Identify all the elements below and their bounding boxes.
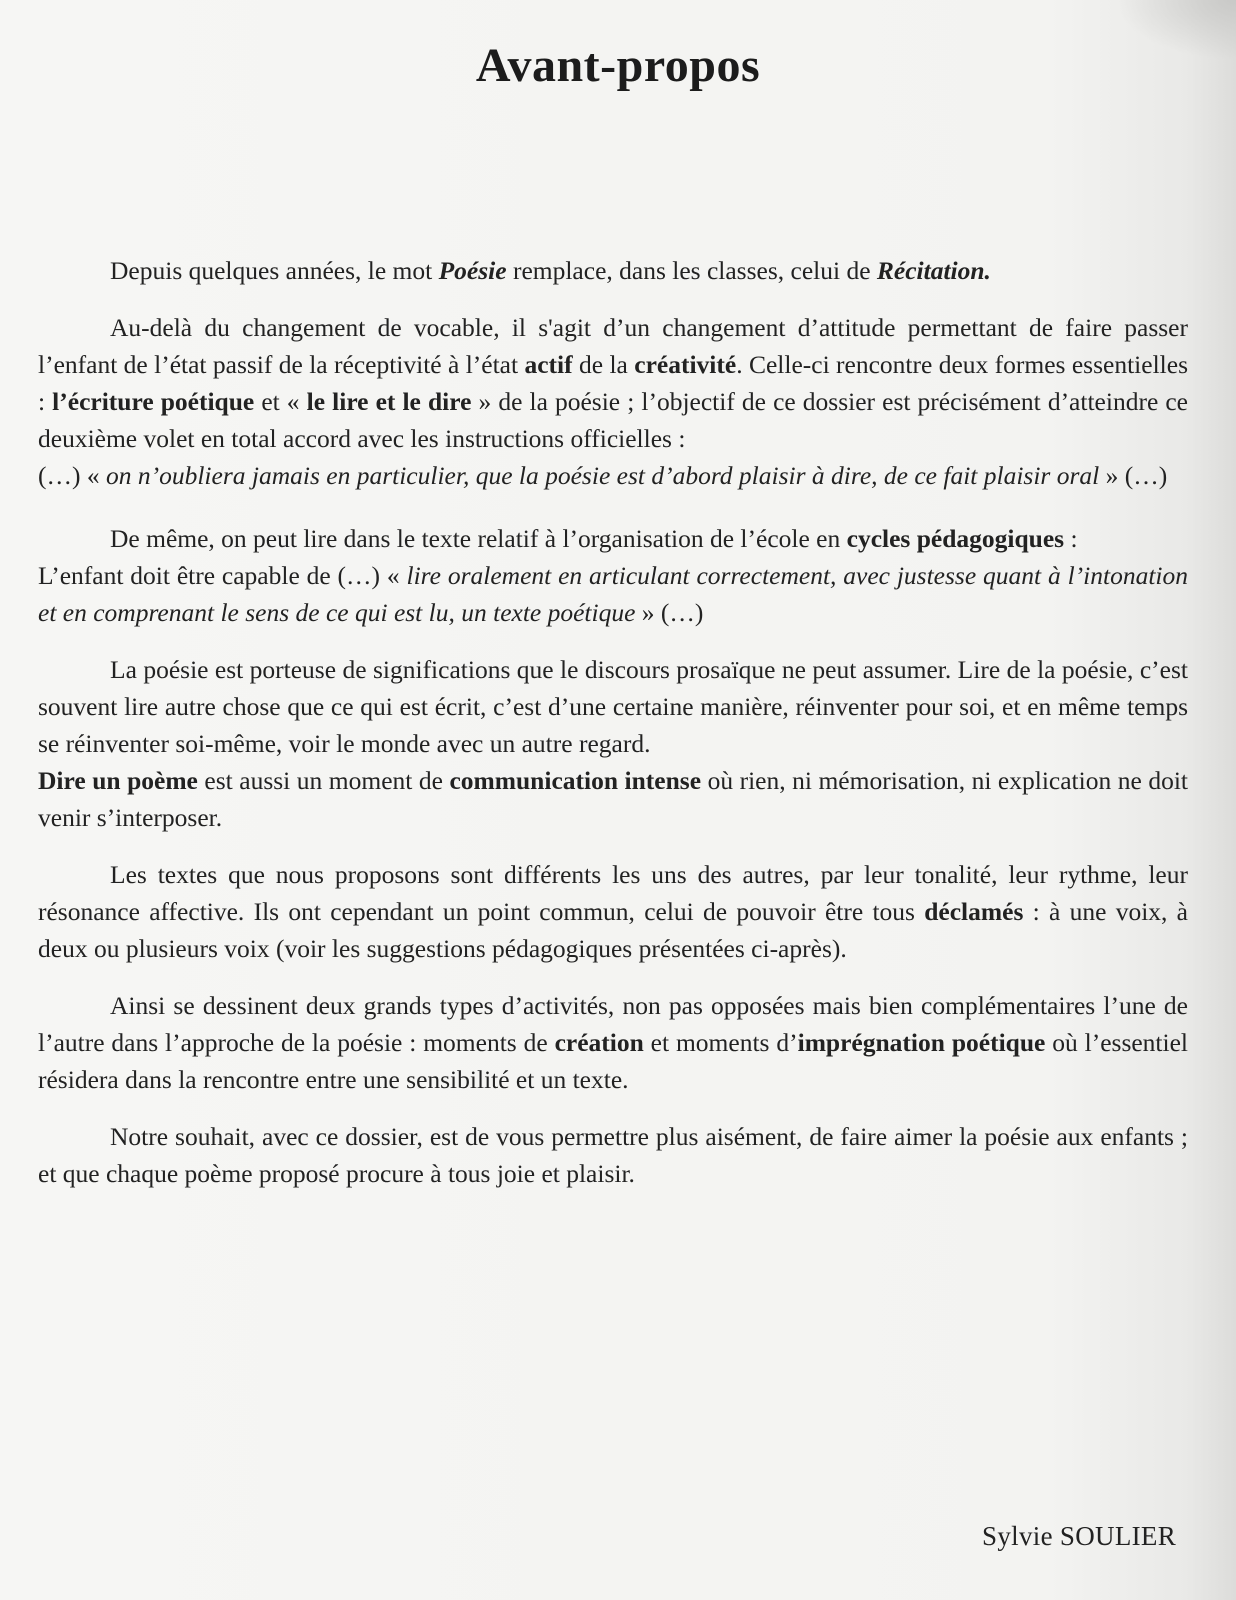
text-span: De même, on peut lire dans le texte relatif à l’organisation de l’école en — [110, 524, 847, 553]
bold-cycles: cycles pédagogiques — [846, 524, 1065, 553]
foreword-body — [38, 252, 1188, 1192]
text-span: » (…) — [1099, 461, 1168, 490]
paragraph-textes — [38, 856, 1188, 967]
text-span: (…) « — [38, 461, 106, 490]
bold-creation: création — [554, 1028, 644, 1057]
text-span: La poésie est porteuse de significations que le discours prosaïque ne peut assumer. Lire de la poésie, c’est souvent lire autre chose que ce qui est écrit, c’est d’une certaine manière, réinventer pour soi, et en même temps se réinventer soi-même, voir le monde avec un autre regard. — [38, 655, 1188, 758]
page-title: Avant-propos — [475, 39, 761, 92]
text-span: Au-delà du changement de vocable, il s'agit d’un changement d’attitude permettant de faire passer l’enfant de l’état passif de la réceptivité à l’état — [38, 313, 1188, 379]
emphasis-recitation: Récitation. — [876, 256, 991, 285]
paragraph-souhait — [38, 1118, 1188, 1192]
text-span: remplace, dans les classes, celui de — [506, 256, 877, 285]
text-span: Depuis quelques années, le mot — [110, 256, 439, 285]
italic-quote: lire oralement en articulant correctement, avec justesse quant à l’intonation et en comprenant le sens de ce qui est lu, un texte poétique — [38, 561, 1188, 627]
bold-ecriture-poetique: l’écriture poétique — [52, 387, 255, 416]
text-span: : à une voix, à deux ou plusieurs voix (voir les suggestions pédagogiques présentées ci-après). — [38, 897, 1188, 963]
text-span: est aussi un moment de — [197, 766, 450, 795]
paragraph-cycles — [38, 520, 1188, 557]
text-span: et moments d’ — [643, 1028, 798, 1057]
italic-quote: on n’oubliera jamais en particulier, que la poésie est d’abord plaisir à dire, de ce fait plaisir oral — [105, 461, 1100, 490]
text-span: Ainsi se dessinent deux grands types d’activités, non pas opposées mais bien complémentaires l’une de l’autre dans l’approche de la poésie : moments de — [38, 991, 1188, 1057]
bold-communication: communication intense — [449, 766, 702, 795]
paragraph-dire-poeme — [38, 762, 1188, 836]
bold-impregnation: imprégnation poétique — [797, 1028, 1046, 1057]
author-signature: Sylvie SOULIER — [982, 1521, 1176, 1551]
text-span: . Celle-ci rencontre deux formes essentielles : — [38, 350, 1188, 416]
bold-dire-poeme: Dire un poème — [38, 766, 198, 795]
bold-actif: actif — [524, 350, 573, 379]
text-span: » de la poésie ; l’objectif de ce dossier est précisément d’atteindre ce deuxième volet en total accord avec les instructions officielles : — [38, 387, 1188, 453]
text-span: où l’essentiel résidera dans la rencontre entre une sensibilité et un texte. — [38, 1028, 1189, 1094]
paragraph-activites — [38, 987, 1188, 1098]
paragraph-significations — [38, 651, 1188, 762]
emphasis-poesie: Poésie — [438, 256, 507, 285]
text-span: L’enfant doit être capable de (…) « — [38, 561, 407, 590]
paragraph-intro — [38, 252, 1188, 289]
quote-cycles — [38, 557, 1188, 631]
text-span: de la — [572, 350, 635, 379]
text-span: et « — [254, 387, 307, 416]
text-span: » (…) — [635, 598, 704, 627]
text-span: Les textes que nous proposons sont différents les uns des autres, par leur tonalité, leur rythme, leur résonance affective. Ils ont cependant un point commun, celui de pouvoir être tous — [38, 860, 1188, 926]
text-span: : — [1064, 524, 1078, 553]
quote-instructions — [38, 457, 1188, 494]
bold-declames: déclamés — [924, 897, 1024, 926]
text-span: Notre souhait, avec ce dossier, est de vous permettre plus aisément, de faire aimer la poésie aux enfants ; et que chaque poème proposé procure à tous joie et plaisir. — [38, 1122, 1188, 1188]
text-span: où rien, ni mémorisation, ni explication ne doit venir s’interposer. — [38, 766, 1188, 832]
bold-lire-dire: le lire et le dire — [306, 387, 472, 416]
bold-creativite: créativité — [634, 350, 737, 379]
paragraph-attitude — [38, 309, 1188, 457]
